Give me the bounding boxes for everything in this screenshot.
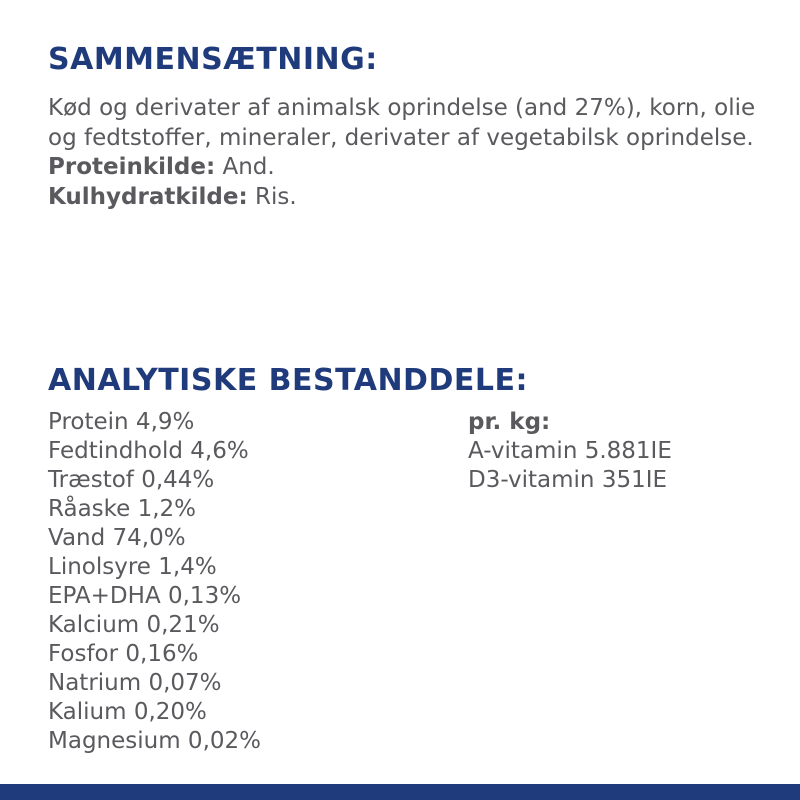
protein-source-label: Proteinkilde: (48, 154, 216, 180)
carb-source-value: Ris. (247, 183, 297, 210)
analytic-item: Kalcium 0,21% (48, 612, 220, 638)
analytic-item: Råaske 1,2% (48, 496, 197, 522)
analytic-right-list (468, 408, 768, 495)
vitamin-item: D3-vitamin 351IE (468, 467, 668, 493)
analytic-left-list (48, 408, 428, 756)
bottom-bar (0, 784, 800, 800)
analytic-item: Vand 74,0% (48, 525, 186, 551)
analytic-item: Magnesium 0,02% (48, 728, 261, 754)
carb-source-label: Kulhydratkilde: (48, 183, 248, 210)
composition-heading: SAMMENSÆTNING: (48, 42, 378, 77)
analytic-item: Fosfor 0,16% (48, 641, 199, 667)
protein-source-value: And. (215, 154, 275, 180)
analytic-item: Fedtindhold 4,6% (48, 438, 249, 464)
composition-text: Kød og derivater af animalsk oprindelse (and 27%), korn, olie og fedtstoffer, mineraler, derivater af vegetabilsk oprindelse. (48, 95, 756, 151)
composition-block (48, 94, 768, 212)
analytic-item: Kalium 0,20% (48, 699, 207, 725)
carb-source-line (48, 183, 768, 213)
analytic-item: EPA+DHA 0,13% (48, 583, 242, 609)
analytic-item: Protein 4,9% (48, 409, 195, 435)
analytic-item: Træstof 0,44% (48, 467, 215, 493)
protein-source-line (48, 153, 768, 183)
per-kg-heading: pr. kg: (468, 409, 551, 435)
analytic-item: Natrium 0,07% (48, 670, 222, 696)
analytic-heading: ANALYTISKE BESTANDDELE: (48, 363, 528, 398)
vitamin-item: A-vitamin 5.881IE (468, 438, 672, 464)
analytic-item: Linolsyre 1,4% (48, 554, 217, 580)
